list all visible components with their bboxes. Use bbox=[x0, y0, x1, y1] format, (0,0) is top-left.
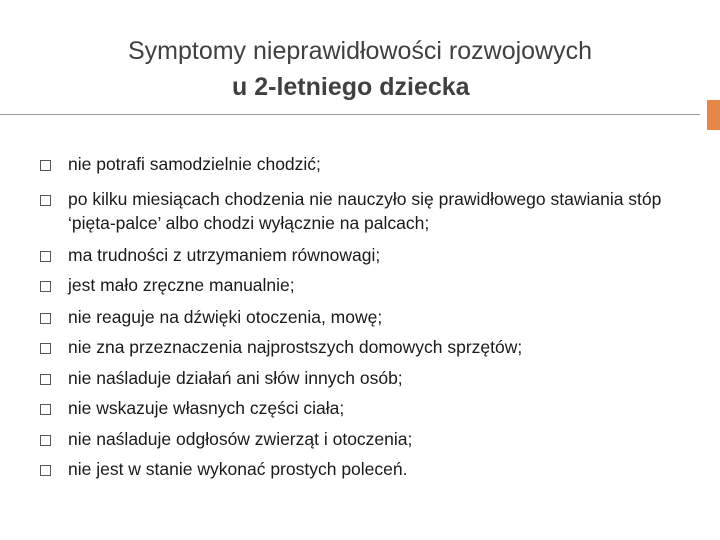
list-item-text: nie zna przeznaczenia najprostszych domowych sprzętów; bbox=[68, 337, 523, 357]
hollow-square-bullet-icon bbox=[40, 195, 51, 206]
list-item-text: nie potrafi samodzielnie chodzić; bbox=[68, 154, 321, 174]
list-item-text: nie jest w stanie wykonać prostych poleceń. bbox=[68, 459, 408, 479]
hollow-square-bullet-icon bbox=[40, 281, 51, 292]
hollow-square-bullet-icon bbox=[40, 251, 51, 262]
hollow-square-bullet-icon bbox=[40, 404, 51, 415]
hollow-square-bullet-icon bbox=[40, 313, 51, 324]
hollow-square-bullet-icon bbox=[40, 160, 51, 171]
list-item-text: nie reaguje na dźwięki otoczenia, mowę; bbox=[68, 307, 383, 327]
hollow-square-bullet-icon bbox=[40, 435, 51, 446]
slide-subtitle: u 2-letniego dziecka bbox=[232, 73, 470, 101]
list-item-text: nie naśladuje działań ani słów innych osób; bbox=[68, 368, 403, 388]
list-item-text: jest mało zręczne manualnie; bbox=[68, 275, 295, 295]
hollow-square-bullet-icon bbox=[40, 374, 51, 385]
hollow-square-bullet-icon bbox=[40, 465, 51, 476]
list-item-text: nie naśladuje odgłosów zwierząt i otoczenia; bbox=[68, 429, 413, 449]
hollow-square-bullet-icon bbox=[40, 343, 51, 354]
list-item-text: po kilku miesiącach chodzenia nie nauczyło się prawidłowego stawiania stóp ‘pięta-palce’ albo chodzi wyłącznie na palcach; bbox=[68, 189, 662, 233]
slide-title: Symptomy nieprawidłowości rozwojowych bbox=[127, 37, 593, 65]
list-item-text: ma trudności z utrzymaniem równowagi; bbox=[68, 245, 381, 265]
list-item-text: nie wskazuje własnych części ciała; bbox=[68, 398, 345, 418]
